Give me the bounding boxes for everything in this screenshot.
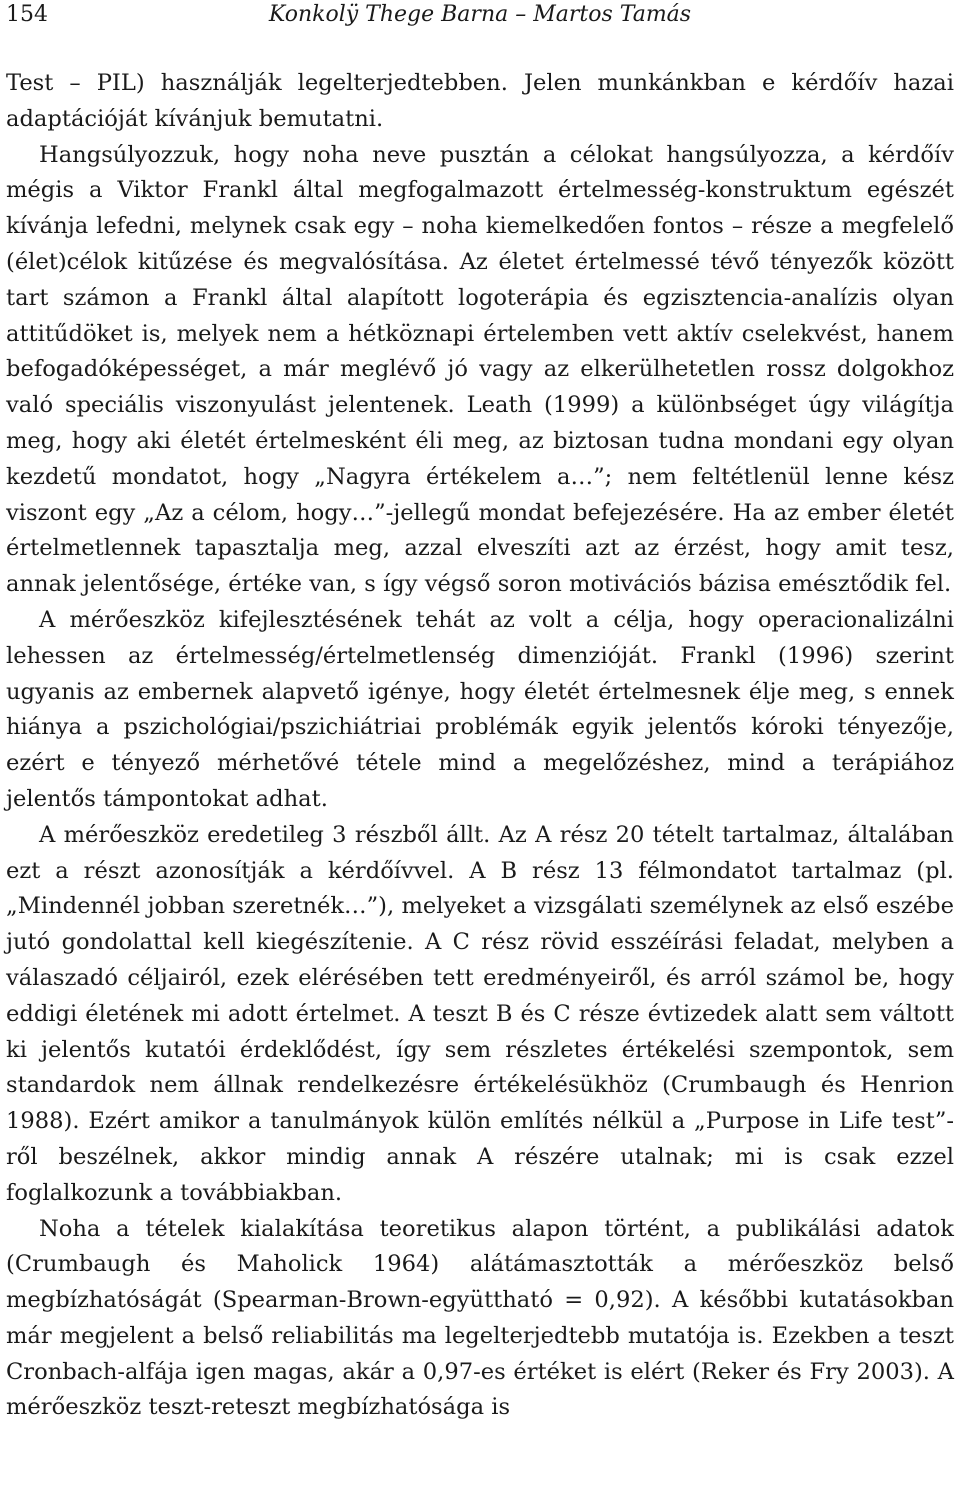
paragraph: Hangsúlyozzuk, hogy noha neve pusztán a célokat hangsúlyozza, a kérdőív mégis a Viktor Frankl által megfogalmazott értelmesség-konstruktum egészét kívánja lefedni, melynek csak egy – noha kiemelkedően fontos – része a megfelelő (élet)célok kitűzése és megvalósítása. Az életet értelmessé tévő tényezők között tart számon a Frankl által alapított logoterápia és egzisztencia-analízis olyan attitűdöket is, melyek nem a hétköznapi értelemben vett aktív cselekvést, hanem befogadóképességet, a már meglévő jó vagy az elkerülhetetlen rossz dolgokhoz való speciális viszonyulást jelentenek. Leath (1999) a különbséget úgy világítja meg, hogy aki életét értelmesként éli meg, az biztosan tudna mondani egy olyan kezdetű mondatot, hogy „Nagyra értékelem a…”; nem feltétlenül lenne kész viszont egy „Az a célom, hogy…”-jellegű mondat befejezésére. Ha az ember életét értelmetlennek tapasztalja meg, azzal elveszíti azt az érzést, hogy amit tesz, annak jelentősége, értéke van, s így végső soron motivációs bázisa emésztődik fel. [6,141,954,598]
page-number: 154 [6,2,48,27]
paragraph: A mérőeszköz eredetileg 3 részből állt. Az A rész 20 tételt tartalmaz, általában ezt a részt azonosítják a kérdőívvel. A B rész 13 félmondatot tartalmaz (pl. „Mindennél jobban szeretnék…”), melyeket a vizsgálati személynek az első eszébe jutó gondolattal kell kiegészítenie. A C rész rövid esszéírási feladat, melyben a válaszadó céljairól, ezek elérésében tett eredményeiről, és arról számol be, hogy eddigi életének mi adott értelmet. A teszt B és C része évtizedek alatt sem váltott ki jelentős kutatói érdeklődést, így sem részletes értékelési szempontok, sem standardok nem állnak rendelkezésre értékelésükhöz (Crumbaugh és Henrion 1988). Ezért amikor a tanulmányok külön említés nélkül a „Purpose in Life test”-ről beszélnek, akkor mindig annak A részére utalnak; mi is csak ezzel foglalkozunk a továbbiakban. [6,821,954,1206]
running-head: Konkolÿ Thege Barna – Martos Tamás [268,2,692,27]
paragraph: Test – PIL) használják legelterjedtebben. Jelen munkánkban e kérdőív hazai adaptációját kívánjuk bemutatni. [6,70,954,132]
page-header [6,0,954,40]
paragraph: A mérőeszköz kifejlesztésének tehát az volt a célja, hogy operacionalizálni lehessen az értelmesség/értelmetlenség dimenzióját. Frankl (1996) szerint ugyanis az embernek alapvető igénye, hogy életét értelmesnek élje meg, s ennek hiánya a pszichológiai/pszichiátriai problémák egyik jelentős kóroki tényezője, ezért e tényező mérhetővé tétele mind a megelőzéshez, mind a terápiához jelentős támpontokat adhat. [6,606,954,812]
paragraph: Noha a tételek kialakítása teoretikus alapon történt, a publikálási adatok (Crumbaugh és Maholick 1964) alátámasztották a mérőeszköz belső megbízhatóságát (Spearman-Brown-együttható = 0,92). A későbbi kutatásokban már megjelent a belső reliabilitás ma legelterjedtebb mutatója is. Ezekben a teszt Cronbach-alfája igen magas, akár a 0,97-es értéket is elért (Reker és Fry 2003). A mérőeszköz teszt-reteszt megbízhatósága is [6,1215,954,1421]
body-text [6,66,954,1426]
document-page [6,0,954,1421]
